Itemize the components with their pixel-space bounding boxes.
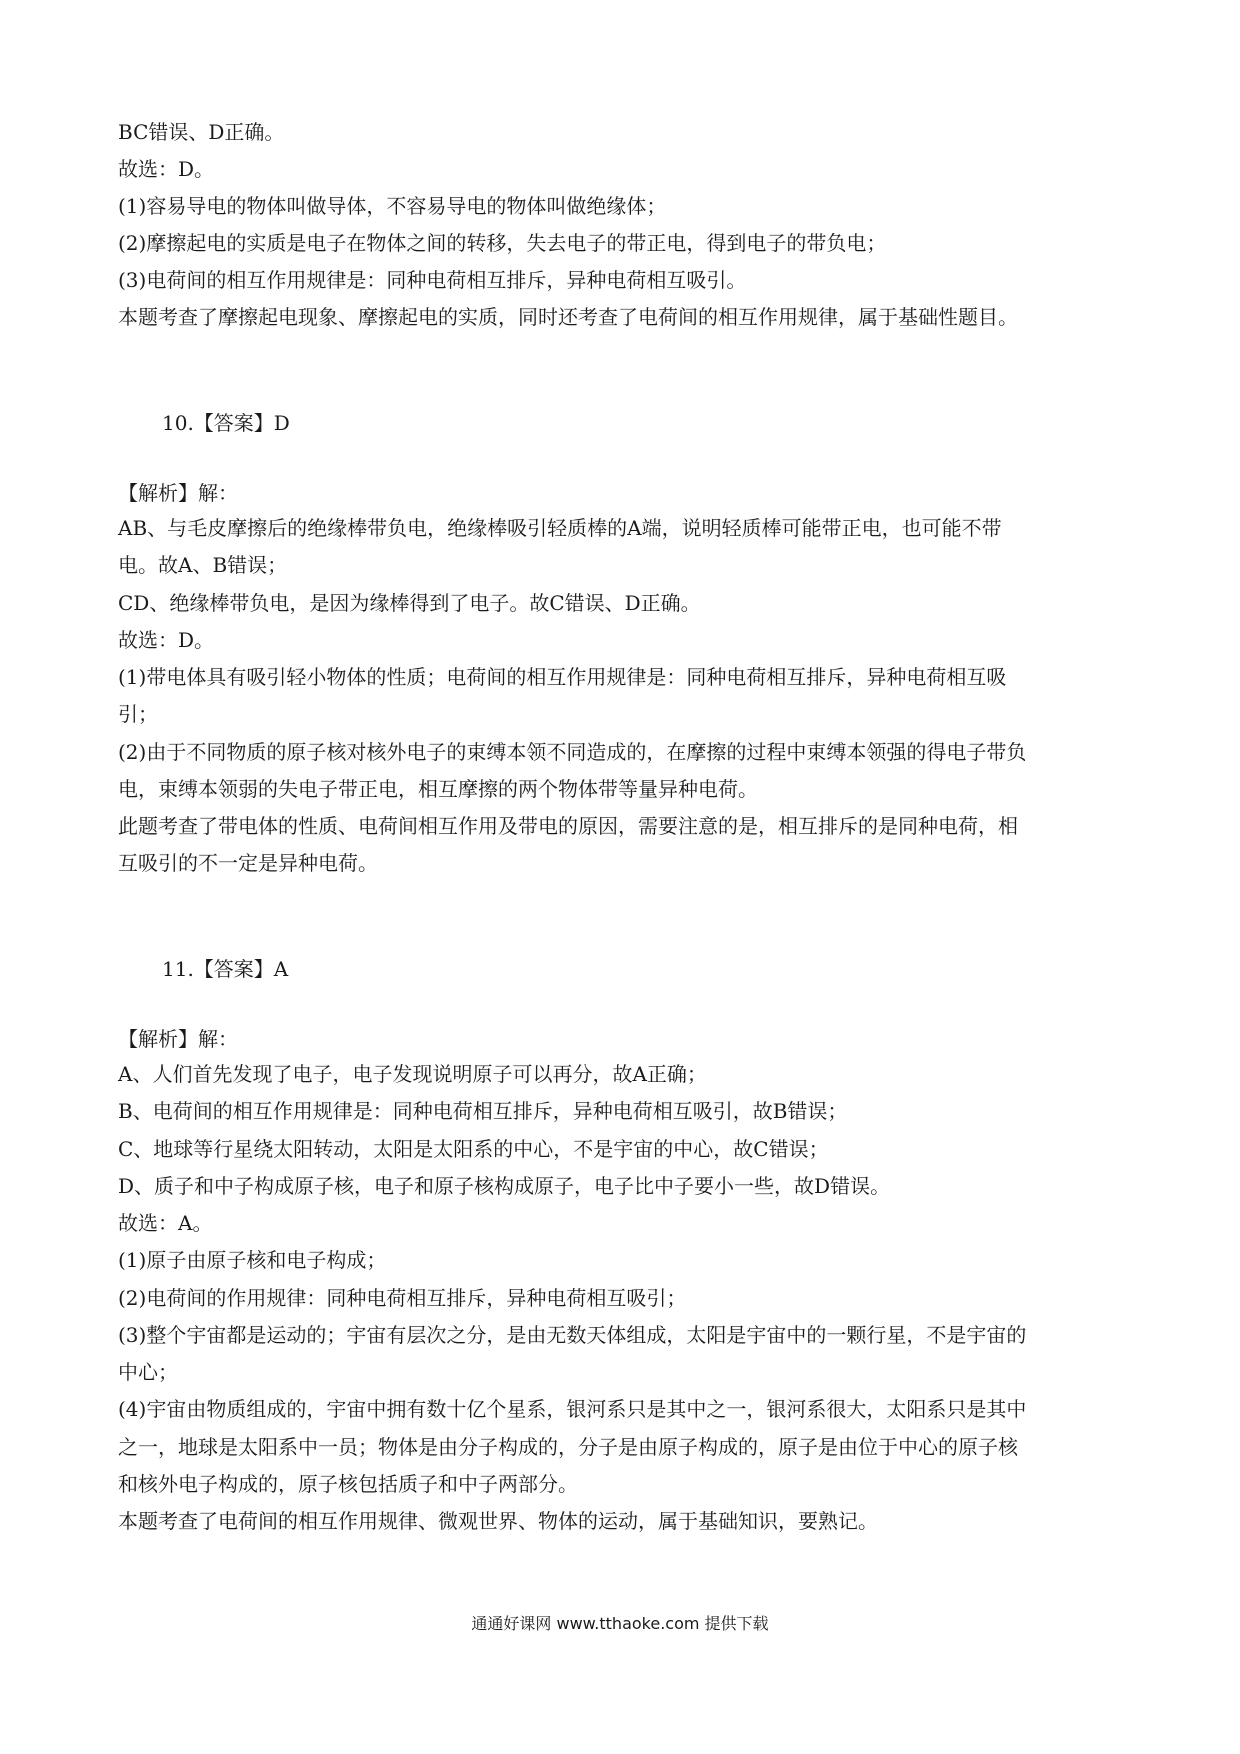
text-line: (4)宇宙由物质组成的，宇宙中拥有数十亿个星系，银河系只是其中之一，银河系很大，太阳系只是其中 xyxy=(118,1397,1027,1421)
text-line: BC错误、D正确。 xyxy=(118,120,285,144)
text-line: 故选：D。 xyxy=(118,157,215,181)
answer-heading-10: 10.【答案】D xyxy=(162,411,290,435)
text-line: 故选：A。 xyxy=(118,1211,213,1235)
page-footer: 通通好课网 www.tthaoke.com 提供下载 xyxy=(471,1614,769,1633)
text-line: (2)摩擦起电的实质是电子在物体之间的转移，失去电子的带正电，得到电子的带负电； xyxy=(118,231,887,255)
text-line: 本题考查了摩擦起电现象、摩擦起电的实质，同时还考查了电荷间的相互作用规律，属于基础性题目。 xyxy=(118,305,1018,329)
text-line: AB、与毛皮摩擦后的绝缘棒带负电，绝缘棒吸引轻质棒的A端，说明轻质棒可能带正电，也可能不带 xyxy=(118,516,1002,540)
analysis-heading-10: 【解析】解： xyxy=(118,481,238,505)
text-line: C、地球等行星绕太阳转动，太阳是太阳系的中心，不是宇宙的中心，故C错误； xyxy=(118,1137,829,1161)
text-line: 互吸引的不一定是异种电荷。 xyxy=(118,851,378,875)
text-line: 之一，地球是太阳系中一员；物体是由分子构成的，分子是由原子构成的，原子是由位于中心的原子核 xyxy=(118,1435,1018,1459)
text-line: (3)整个宇宙都是运动的；宇宙有层次之分，是由无数天体组成，太阳是宇宙中的一颗行星，不是宇宙的 xyxy=(118,1323,1027,1347)
text-line: 电。故A、B错误； xyxy=(118,553,288,577)
text-line: 本题考查了电荷间的相互作用规律、微观世界、物体的运动，属于基础知识，要熟记。 xyxy=(118,1509,878,1533)
text-line: CD、绝缘棒带负电，是因为缘棒得到了电子。故C错误、D正确。 xyxy=(118,591,701,615)
analysis-heading-11: 【解析】解： xyxy=(118,1027,238,1051)
text-line: 电，束缚本领弱的失电子带正电，相互摩擦的两个物体带等量异种电荷。 xyxy=(118,777,758,801)
text-line: (1)带电体具有吸引轻小物体的性质；电荷间的相互作用规律是：同种电荷相互排斥，异种电荷相互吸 xyxy=(118,665,1007,689)
text-line: (3)电荷间的相互作用规律是：同种电荷相互排斥，异种电荷相互吸引。 xyxy=(118,268,747,292)
text-line: 和核外电子构成的，原子核包括质子和中子两部分。 xyxy=(118,1472,578,1496)
text-line: 引； xyxy=(118,702,158,726)
text-line: 此题考查了带电体的性质、电荷间相互作用及带电的原因，需要注意的是，相互排斥的是同种电荷，相 xyxy=(118,814,1018,838)
text-line: D、质子和中子构成原子核，电子和原子核构成原子，电子比中子要小一些，故D错误。 xyxy=(118,1174,891,1198)
text-line: (2)电荷间的作用规律：同种电荷相互排斥，异种电荷相互吸引； xyxy=(118,1286,687,1310)
text-line: (1)原子由原子核和电子构成； xyxy=(118,1248,387,1272)
text-line: A、人们首先发现了电子，电子发现说明原子可以再分，故A正确； xyxy=(118,1062,707,1086)
text-line: B、电荷间的相互作用规律是：同种电荷相互排斥，异种电荷相互吸引，故B错误； xyxy=(118,1099,848,1123)
text-line: (1)容易导电的物体叫做导体，不容易导电的物体叫做绝缘体； xyxy=(118,194,667,218)
text-line: 故选：D。 xyxy=(118,628,215,652)
answer-heading-11: 11.【答案】A xyxy=(162,957,289,981)
text-line: 中心； xyxy=(118,1360,178,1384)
text-line: (2)由于不同物质的原子核对核外电子的束缚本领不同造成的，在摩擦的过程中束缚本领强的得电子带负 xyxy=(118,740,1027,764)
